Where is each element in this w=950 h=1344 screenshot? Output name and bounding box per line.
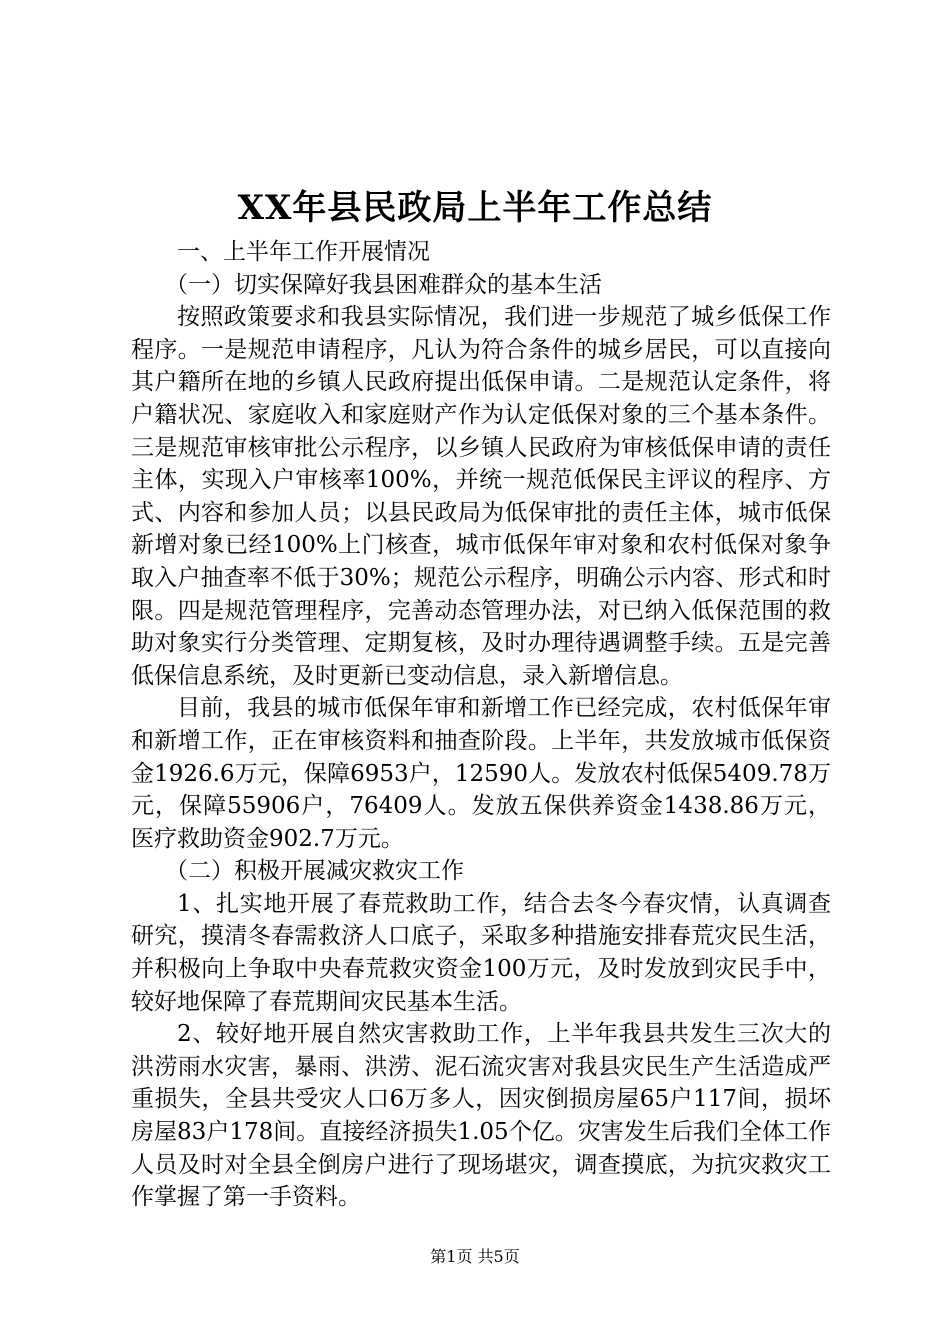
paragraph-low-income-procedures: 按照政策要求和我县实际情况，我们进一步规范了城乡低保工作程序。一是规范申请程序，凡认为符合条件的城乡居民，可以直接向其户籍所在地的乡镇人民政府提出低保申请。二是规范认定条件，将户籍状况、家庭收入和家庭财产作为认定低保对象的三个基本条件。三是规范审核审批公示程序，以乡镇人民政府为审核低保申请的责任主体，实现入户审核率100%，并统一规范低保民主评议的程序、方式、内容和参加人员；以县民政局为低保审批的责任主体，城市低保新增对象已经100%上门核查，城市低保年审对象和农村低保对象争取入户抽查率不低于30%；规范公示程序，明确公示内容、形式和时限。四是规范管理程序，完善动态管理办法，对已纳入低保范围的救助对象实行分类管理、定期复核，及时办理待遇调整手续。五是完善低保信息系统，及时更新已变动信息，录入新增信息。 xyxy=(131,304,831,689)
subsection-heading-basic-living: （一）切实保障好我县困难群众的基本生活 xyxy=(165,271,602,298)
paragraph-natural-disaster-relief: 2、较好地开展自然灾害救助工作，上半年我县共发生三次大的洪涝雨水灾害，暴雨、洪涝、泥石流灾害对我县灾民生产生活造成严重损失，全县共受灾人口6万多人，因灾倒损房屋65户117间，损坏房屋83户178间。直接经济损失1.05个亿。灾害发生后我们全体工作人员及时对全县全倒房户进行了现场堪灾，调查摸底，为抗灾救灾工作掌握了第一手资料。 xyxy=(131,1021,831,1211)
section-heading: 一、上半年工作开展情况 xyxy=(177,239,430,265)
subsection-heading-disaster-relief: （二）积极开展减灾救灾工作 xyxy=(165,858,464,885)
page-number-footer: 第1页 共5页 xyxy=(430,1247,520,1266)
paragraph-spring-relief: 1、扎实地开展了春荒救助工作，结合去冬今春灾情，认真调查研究，摸清冬春需救济人口底子，采取多种措施安排春荒灾民生活，并积极向上争取中央春荒救灾资金100万元，及时发放到灾民手中，较好地保障了春荒期间灾民基本生活。 xyxy=(131,890,831,1015)
paragraph-low-income-funds: 目前，我县的城市低保年审和新增工作已经完成，农村低保年审和新增工作，正在审核资料和抽查阶段。上半年，共发放城市低保资金1926.6万元，保障6953户，12590人。发放农村低保5409.78万元，保障55906户，76409人。发放五保供养资金1438.86万元，医疗救助资金902.7万元。 xyxy=(131,695,831,852)
document-body xyxy=(131,236,831,1214)
document-title: XX年县民政局上半年工作总结 xyxy=(237,188,713,228)
